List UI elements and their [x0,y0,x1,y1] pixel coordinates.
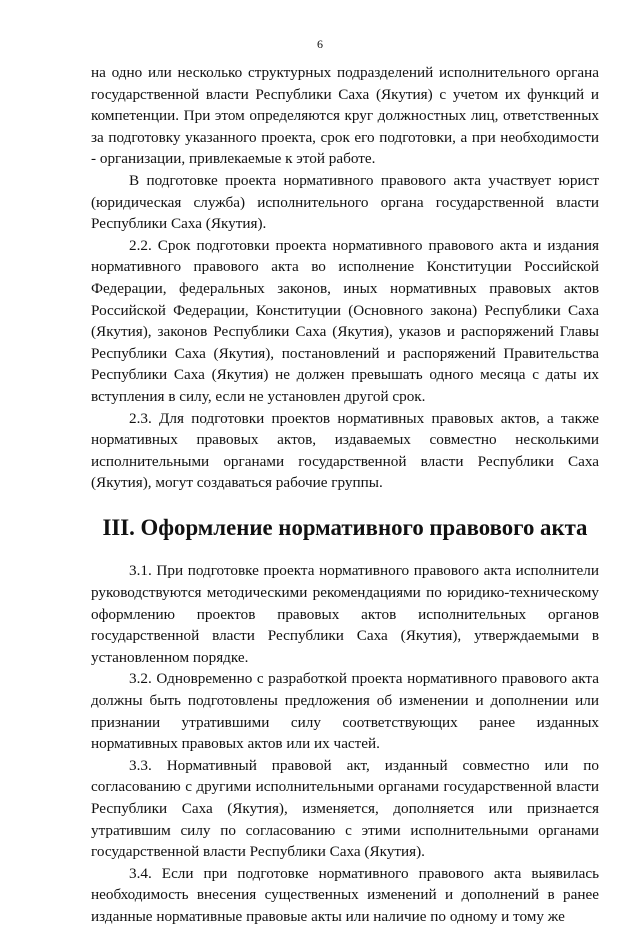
paragraph-continuation: на одно или несколько структурных подразделений исполнительного органа государственной власти Республики Саха (Якутия) с учетом их функций и компетенции. При этом определяются круг должностных лиц, ответственных за подготовку указанного проекта, срок его подготовки, а при необходимости - организации, привлекаемые к этой работе. [91,64,599,168]
paragraph-2-2: 2.2. Срок подготовки проекта нормативного правового акта и издания нормативного правового акта во исполнение Конституции Российской Федерации, федеральных законов, иных нормативных правовых актов Российской Федерации, Конституции (Основного закона) Республики Саха (Якутия), законов Республики Саха (Якутия), указов и распоряжений Главы Республики Саха (Якутия), постановлений и распоряжений Правительства Республики Саха (Якутия) не должен превышать одного месяца с даты их вступления в силу, если не установлен другой срок. [91,236,599,405]
paragraph-3-3: 3.3. Нормативный правовой акт, изданный совместно или по согласованию с другими исполнительными органами государственной власти Республики Саха (Якутия), изменяется, дополняется или признается утратившим силу по согласованию с этими исполнительными органами государственной власти Республики Саха (Якутия). [91,756,599,861]
page-number: 6 [317,37,323,51]
paragraph-lawyer-participation: В подготовке проекта нормативного правового акта участвует юрист (юридическая служба) исполнительного органа государственной власти Республики Саха (Якутия). [91,171,599,233]
document-body [91,62,599,928]
paragraph-3-2: 3.2. Одновременно с разработкой проекта нормативного правового акта должны быть подготовлены предложения об изменении и дополнении или признании утратившими силу соответствующих ранее изданных нормативных правовых актов или их частей. [91,670,599,753]
paragraph-2-3: 2.3. Для подготовки проектов нормативных правовых актов, а также нормативных правовых актов, издаваемых совместно несколькими исполнительными органами государственной власти Республики Саха (Якутия), могут создаваться рабочие группы. [91,409,599,492]
paragraph-3-4: 3.4. Если при подготовке нормативного правового акта выявилась необходимость внесения существенных изменений и дополнений в ранее изданные нормативные правовые акты или наличие по одному и тому же [91,864,599,925]
section-heading: III. Оформление нормативного правового акта [102,514,588,540]
paragraph-3-1: 3.1. При подготовке проекта нормативного правового акта исполнители руководствуются методическими рекомендациями по юридико-техническому оформлению проектов правовых актов исполнительных органов государственной власти Республики Саха (Якутия), утверждаемыми в установленном порядке. [91,562,599,666]
